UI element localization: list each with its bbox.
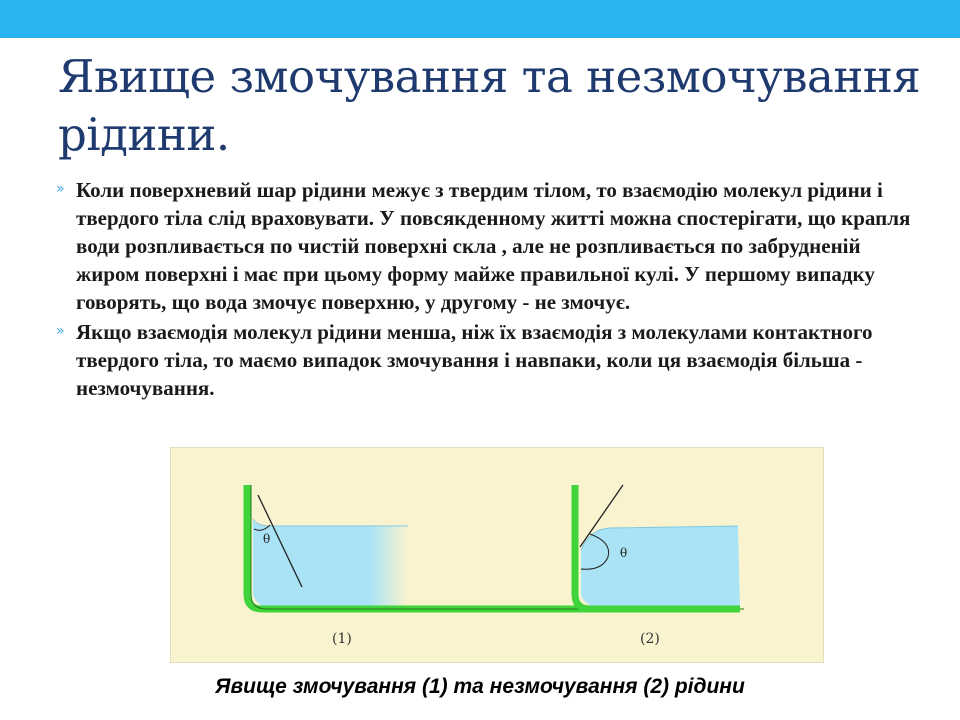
bullet-item <box>52 176 920 316</box>
slide-title: Явище змочування та незмочування рідини. <box>58 50 921 161</box>
panel-label-2: (2) <box>640 631 660 647</box>
figure-caption: Явище змочування (1) та незмочування (2) рідини <box>215 675 745 698</box>
angle-theta-non-wetting: θ <box>620 546 628 560</box>
top-accent-band <box>0 0 960 38</box>
bullet-text: Якщо взаємодія молекул рідини менша, ніж їх взаємодія з молекулами контактного твердого тіла, то маємо випадок змочування і навпаки, коли ця взаємодія більша - незмочування. <box>76 320 873 400</box>
angle-theta-wetting: θ <box>263 532 271 546</box>
bullet-marker-icon: » <box>56 323 65 339</box>
liquid-non-wetting <box>581 526 740 609</box>
wetting-figure <box>170 447 824 663</box>
wetting-diagram <box>170 447 824 663</box>
bullet-text: Коли поверхневий шар рідини межує з твердим тілом, то взаємодію молекул рідини і твердого тіла слід враховувати. У повсякденному житті можна спостерігати, що крапля води розпливається по чистій поверхні скла , але не розпливається по забрудненій жиром поверхні і має при цьому форму майже правильної кулі. У першому випадку говорять, що вода змочує поверхню, у другому - не змочує. <box>76 178 911 314</box>
bullet-marker-icon: » <box>56 181 65 197</box>
panel-label-1: (1) <box>332 631 352 647</box>
bullet-item <box>52 318 920 402</box>
bullet-list <box>52 176 920 404</box>
